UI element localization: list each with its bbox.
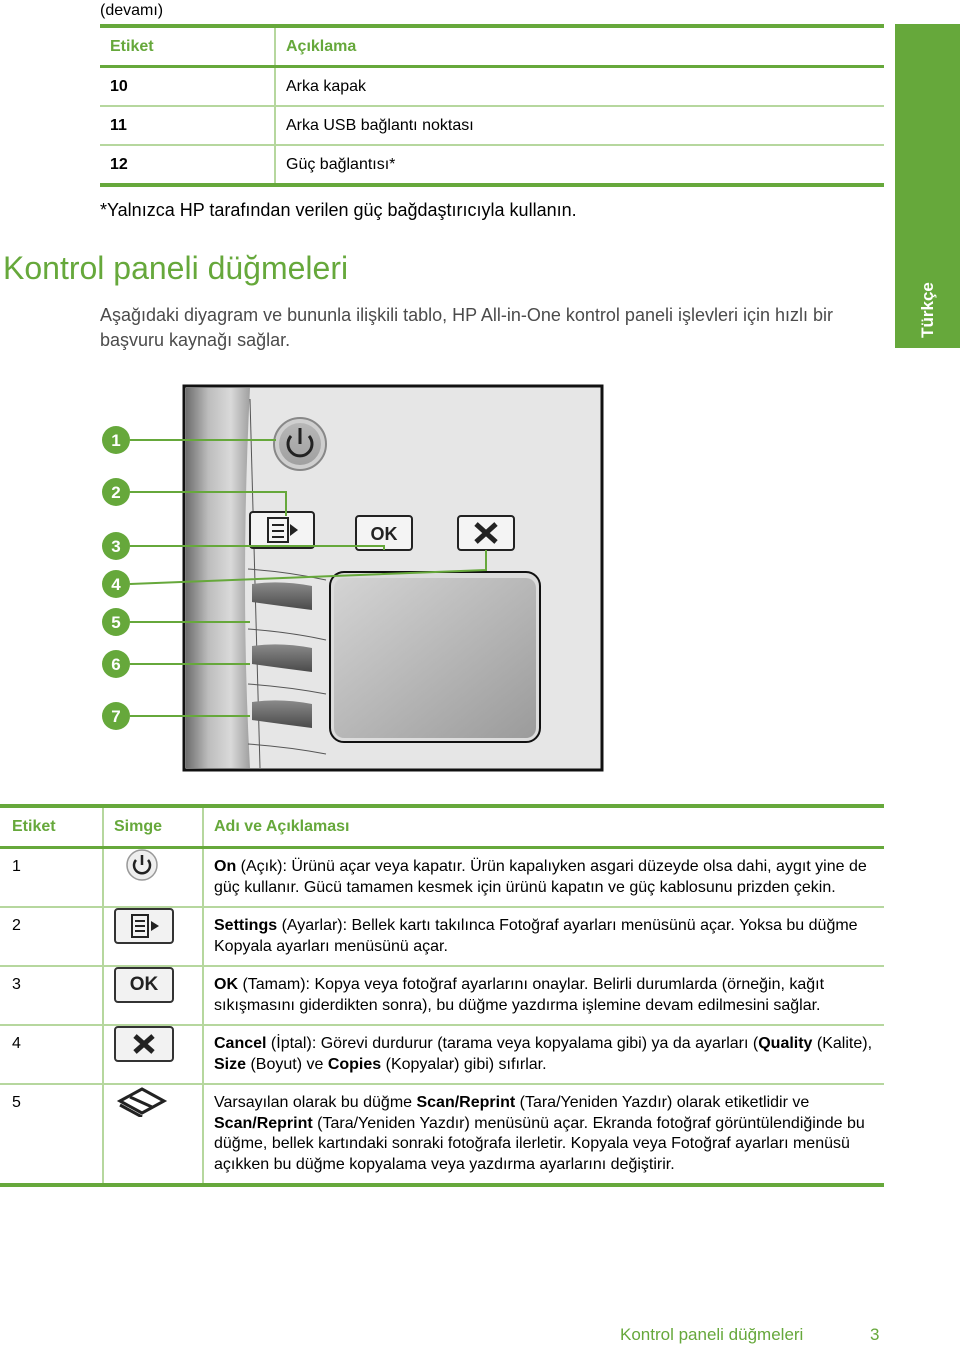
diagram-screen bbox=[334, 578, 536, 738]
diagram-ok-button bbox=[356, 516, 412, 550]
callout-4: 4 bbox=[111, 575, 121, 594]
table-row bbox=[100, 67, 884, 107]
row-label: 11 bbox=[100, 106, 275, 145]
table-row bbox=[0, 907, 884, 966]
button-name: Settings bbox=[214, 917, 278, 934]
row-description: Güç bağlantısı* bbox=[275, 145, 884, 185]
top-table bbox=[100, 24, 884, 187]
table-header-row bbox=[100, 26, 884, 67]
button-name: OK bbox=[214, 976, 238, 993]
settings-icon bbox=[114, 908, 174, 944]
intro-paragraph: Aşağıdaki diyagram ve bununla ilişkili tablo, HP All-in-One kontrol paneli işlevleri için hızlı bir başvuru kaynağı sağlar. bbox=[100, 305, 834, 350]
table-header-row bbox=[0, 806, 884, 848]
row-description: Arka USB bağlantı noktası bbox=[275, 106, 884, 145]
button-name: Cancel bbox=[214, 1035, 267, 1052]
panel-bezel bbox=[186, 388, 250, 768]
table-row bbox=[0, 1025, 884, 1084]
diagram-power-button bbox=[274, 418, 326, 470]
table-row bbox=[100, 106, 884, 145]
row-label: 10 bbox=[100, 67, 275, 107]
footer-section-title: Kontrol paneli düğmeleri bbox=[620, 1325, 804, 1344]
footnote: *Yalnızca HP tarafından verilen güç bağdaştırıcıyla kullanın. bbox=[100, 200, 577, 220]
column-header-icon: Simge bbox=[103, 806, 203, 848]
row-label: 1 bbox=[0, 848, 103, 908]
cancel-icon bbox=[114, 1026, 174, 1062]
control-panel-diagram bbox=[100, 384, 610, 774]
callout-2: 2 bbox=[111, 483, 121, 502]
row-description: Cancel (İptal): Görevi durdurur (tarama veya kopyalama gibi) ya da ayarları (Quality (Kalite), Size (Boyut) ve Copies (Kopyalar) gibi) sıfırlar. bbox=[203, 1025, 884, 1084]
row-label: 5 bbox=[0, 1084, 103, 1185]
ok-icon: OK bbox=[114, 967, 174, 1003]
table-row bbox=[0, 966, 884, 1025]
callout-6: 6 bbox=[111, 655, 121, 674]
row-label: 12 bbox=[100, 145, 275, 185]
continued-label: (devamı) bbox=[100, 2, 164, 19]
table-row bbox=[0, 1084, 884, 1185]
svg-text:OK: OK bbox=[370, 524, 398, 544]
control-panel-table bbox=[0, 804, 884, 1187]
row-description: Arka kapak bbox=[275, 67, 884, 107]
language-side-tab bbox=[895, 24, 960, 348]
language-side-tab-label: Türkçe bbox=[917, 282, 937, 338]
column-header-label: Etiket bbox=[0, 806, 103, 848]
callout-markers bbox=[102, 426, 130, 730]
callout-3: 3 bbox=[111, 537, 121, 556]
row-description: On (Açık): Ürünü açar veya kapatır. Ürün kapalıyken asgari düzeyde olsa dahi, aygıt yine de güç kullanır. Gücü tamamen kesmek için ürünü kapatın ve güç kablosunu prizden çekin. bbox=[203, 848, 884, 908]
callout-1: 1 bbox=[111, 431, 121, 450]
row-label: 4 bbox=[0, 1025, 103, 1084]
table-row bbox=[100, 145, 884, 185]
column-header-label: Etiket bbox=[100, 26, 275, 67]
diagram-settings-button bbox=[250, 512, 314, 548]
column-header-name: Adı ve Açıklaması bbox=[203, 806, 884, 848]
row-label: 3 bbox=[0, 966, 103, 1025]
row-description: Varsayılan olarak bu düğme Scan/Reprint (Tara/Yeniden Yazdır) olarak etiketlidir ve Scan/Reprint (Tara/Yeniden Yazdır) menüsünü açar. Ekranda fotoğraf görüntülendiğinde bu düğme, bellek kartındaki sonraki fotoğrafa ilerletir. Kopyala veya Fotoğraf ayarları menüsü açıkken bu düğme kopyalama veya yazdırma ayarlarını değiştirir. bbox=[203, 1084, 884, 1185]
callout-5: 5 bbox=[111, 613, 121, 632]
page-number: 3 bbox=[870, 1325, 880, 1344]
button-name: On bbox=[214, 858, 237, 875]
row-description: Settings (Ayarlar): Bellek kartı takılınca Fotoğraf ayarları menüsünü açar. Yoksa bu düğme Kopyala ayarları menüsünü açar. bbox=[203, 907, 884, 966]
power-icon bbox=[114, 849, 170, 881]
scan-icon bbox=[114, 1085, 170, 1117]
column-header-description: Açıklama bbox=[275, 26, 884, 67]
callout-7: 7 bbox=[111, 707, 121, 726]
table-row bbox=[0, 848, 884, 908]
row-label: 2 bbox=[0, 907, 103, 966]
section-title: Kontrol paneli düğmeleri bbox=[3, 250, 349, 286]
diagram-cancel-button bbox=[458, 516, 514, 550]
row-description: OK (Tamam): Kopya veya fotoğraf ayarlarını onaylar. Belirli durumlarda (örneğin, kağıt sıkışmasını giderdikten sonra), bu düğme yazdırma işlemine devam edilmesini sağlar. bbox=[203, 966, 884, 1025]
